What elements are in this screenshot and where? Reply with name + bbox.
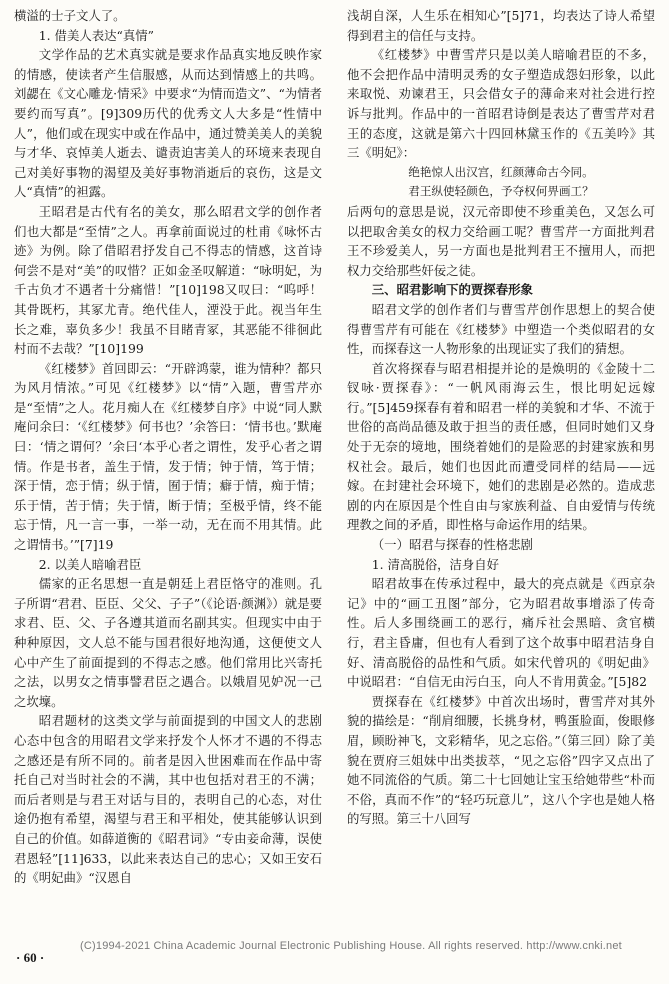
section-heading: 2. 以美人暗喻君臣: [38, 556, 142, 572]
section-heading: 1. 借美人表达“真情”: [38, 27, 154, 43]
body-paragraph: 儒家的正名思想一直是朝廷上君臣恪守的准则。孔子所谓“君君、臣臣、父父、子子”（《论语·颜渊》）就是要求君、臣、父、子各遵其道而名副其实。但现实中由于种种原因，文人总不能与国君很好地沟通，这便使文人心中产生了前面提到的不得志之感。他们常用比兴寄托之法，以男女之情事譬君臣之遇合。以娥眉见妒况一己之坎壈。: [14, 576, 322, 709]
body-paragraph: 昭君文学的创作者们与曹雪芹创作思想上的契合使得曹雪芹有可能在《红楼梦》中塑造一个类似昭君的女性，而探春这一人物形象的出现证实了我们的猜想。: [347, 301, 655, 357]
body-paragraph: 文学作品的艺术真实就是要求作品真实地反映作家的情感，使读者产生信服感，从而达到情感上的共鸣。刘勰在《文心雕龙·情采》中要求“为情而造文”、“为情者要约而写真”。[9]309历代的优秀文人大多是“性情中人”，他们或在现实中或在作品中，通过赞美美人的美貌与才华、哀悼美人逝去、谴责迫害美人的环境来表现自己对美好事物的渴望及美好事物消逝后的哀伤，这是文人“真情”的袒露。: [14, 47, 322, 200]
body-paragraph: 贾探春在《红楼梦》中首次出场时，曹雪芹对其外貌的描绘是：“削肩细腰，长挑身材，鸭蛋脸面，俊眼修眉，顾盼神飞，文彩精华，见之忘俗。”（第三回）除了美貌在贾府三姐妹中出类拔萃，“见之忘俗”四字又点出了她不同流俗的气质。第二十七回她让宝玉给她带些“朴而不俗，真而不作”的“轻巧玩意儿”，这八个字也是她人格的写照。第三十八回写: [347, 693, 655, 827]
poem-line: 君王纵使轻颜色，予夺权何畀画工？: [408, 184, 594, 199]
body-paragraph: 《红楼梦》首回即云：“开辟鸿蒙，谁为情种？都只为风月情浓。”可见《红楼梦》以“情”入题，曹雪芹亦是“至情”之人。花月痴人在《红楼梦自序》中说“同人默庵问余曰：‘《红楼梦》何书也？’余答曰：‘情书也。’默庵曰：‘情之谓何？’余曰‘本乎心者之谓性，发乎心者之谓情。作是书者，盖生于情，发于情；钟于情，笃于情；深于情，恋于情；纵于情，囿于情；癖于情，痴于情；乐于情，苦于情；失于情，断于情；至极乎情，终不能忘于情，凡一言一事，一举一动，无在而不用其情。此之谓情书。’”[7]19: [14, 360, 322, 553]
right-column: [347, 6, 655, 829]
left-column: [14, 6, 322, 888]
section-heading: （一）昭君与探春的性格悲剧: [371, 537, 533, 553]
body-paragraph: 《红楼梦》中曹雪芹只是以美人暗喻君臣的不多，他不会把作品中清明灵秀的女子塑造成怨妇形象，以此来取悦、劝谏君王，只会借女子的薄命来对社会进行控诉与批判。作品中的一首昭君诗倒是表达了曹雪芹对君王的态度，这就是第六十四回林黛玉作的《五美吟》其三《明妃》：: [347, 47, 655, 161]
body-paragraph: 王昭君是古代有名的美女，那么昭君文学的创作者们也大都是“至情”之人。再拿前面说过的杜甫《咏怀古迹》为例。除了借昭君抒发自己不得志的情感，这首诗何尝不是对“美”的叹惜？正如金圣叹解道：“咏明妃，为千古负才不遇者十分痛惜！”[10]198又叹曰：“呜呼！其骨既朽，其冢尤青。绝代佳人，湮没于此。视当年生长之难，辜负多少！我虽不目睹青冢，其恶能不徘徊此村而不去哉？”[10]199: [14, 203, 322, 357]
body-paragraph: 昭君故事在传承过程中，最大的亮点就是《西京杂记》中的“画工丑图”部分，它为昭君故事增添了传奇性。后人多围绕画工的恶行，痛斥社会黑暗、贪官横行，君主昏庸，但也有人看到了这个故事中昭君洁身自好、清高脱俗的品性和气质。如宋代曾巩的《明妃曲》中说昭君：“自信无由污白玉，向人不肯用黄金。”[5]82: [347, 576, 655, 690]
section-heading: 1. 清高脱俗，洁身自好: [371, 556, 500, 572]
body-paragraph: 昭君题材的这类文学与前面提到的中国文人的悲剧心态中包含的用昭君文学来抒发个人怀才不遇的不得志之感还是有所不同的。前者是因入世困难而在作品中寄托自己对当时社会的不满，其中也包括对君王的不满；而后者则是与君王对话与目的，表明自己的心态，对仕途仍抱有希望，渴望与君王和平相处，使其能够认识到自己的价值。如薛道衡的《昭君词》“专由妾命薄，误使君恩轻”[11]633，以此来表达自己的忠心；又如王安石的《明妃曲》“汉恩自: [14, 713, 322, 886]
body-paragraph: 首次将探春与昭君相提并论的是焕明的《金陵十二钗咏·贾探春》：“一帆风雨海云生，恨比明妃远嫁行。”[5]459探春有着和昭君一样的美貌和才华、不流于世俗的高尚品德及敢于担当的责任感，但同时她们又身处于无奈的境地，围绕着她们的是险恶的封建家族和男权社会。最后，她们也因此而遭受同样的结局——远嫁。在封建社会环境下，她们的悲剧是必然的。造成悲剧的内在原因是个性自由与家族利益、自由爱情与传统理教之间的矛盾，即性格与命运作用的结果。: [347, 360, 655, 533]
page-number: · 60 ·: [16, 950, 45, 965]
body-paragraph: 横溢的士子文人了。: [14, 8, 126, 23]
section-heading: 三、昭君影响下的贾探春形象: [371, 282, 533, 298]
poem-line: 绝艳惊人出汉宫，红颜薄命古今同。: [408, 164, 594, 179]
body-paragraph: 浅胡自深，人生乐在相知心”[5]71，均表达了诗人希望得到君主的信任与支持。: [347, 8, 655, 43]
body-paragraph: 后两句的意思是说，汉元帝即使不珍重美色，又怎么可以把取舍美女的权力交给画工呢？曹雪芹一方面批判君王不珍爱美人，另一方面也是批判君王不擅用人，而把权力交给那些奸佞之徒。: [347, 203, 655, 278]
copyright-watermark: (C)1994-2021 China Academic Journal Electronic Publishing House. All rights reserved. http://www.cnki.net: [80, 940, 622, 952]
